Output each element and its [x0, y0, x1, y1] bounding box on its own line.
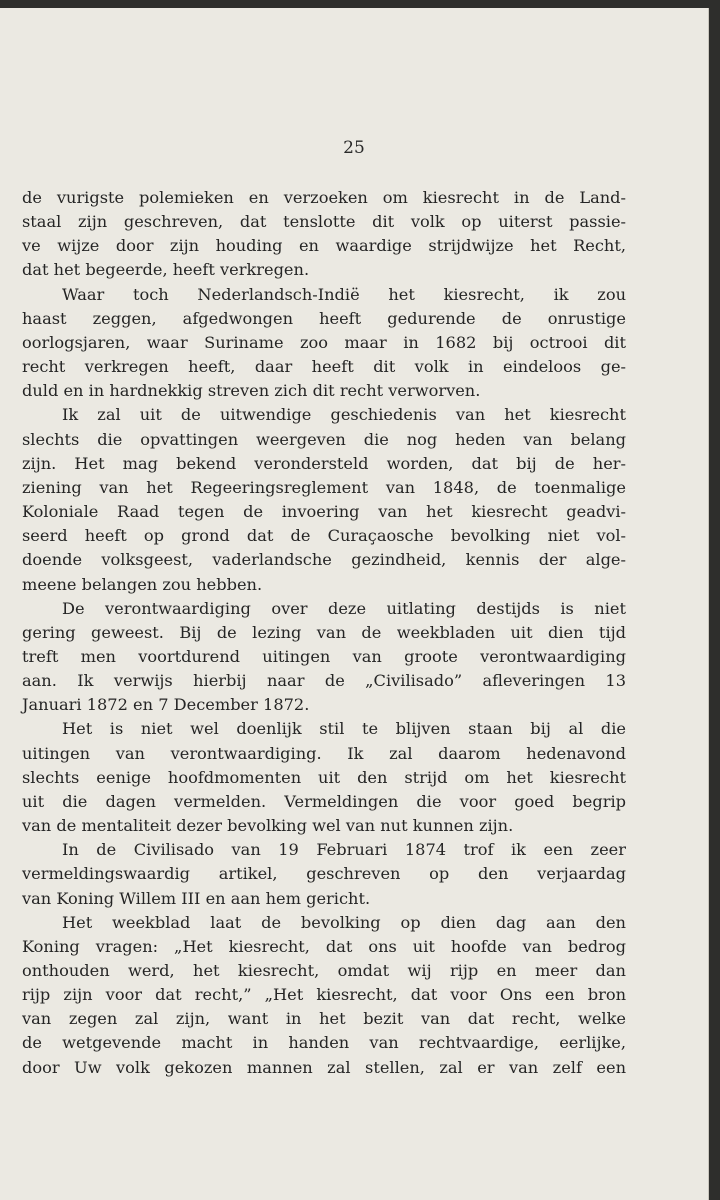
body-text [22, 186, 626, 1080]
text-line: onthouden werd, het kiesrecht, omdat wij rijp en meer dan [22, 961, 626, 980]
page-number: 25 [343, 138, 365, 158]
text-line: staal zijn geschreven, dat tenslotte dit volk op uiterst passie- [22, 212, 626, 232]
text-line: uit die dagen vermelden. Vermeldingen die voor goed begrip [22, 791, 626, 811]
text-line: oorlogsjaren, waar Suriname zoo maar in 1682 bij octrooi dit [22, 332, 626, 352]
text-line: seerd heeft op grond dat de Curaçaosche bevolking niet vol- [22, 526, 626, 546]
text-line: gering geweest. Bij de lezing van de weekbladen uit dien tijd [22, 622, 626, 642]
text-line: De verontwaardiging over deze uitlating destijds is niet [62, 598, 626, 618]
text-line: Januari 1872 en 7 December 1872. [22, 695, 310, 715]
book-page [0, 8, 709, 1200]
text-line: duld en in hardnekkig streven zich dit recht verworven. [22, 381, 481, 401]
text-line: uitingen van verontwaardiging. Ik zal daarom hedenavond [22, 743, 626, 763]
text-line: van Koning Willem III en aan hem gericht. [22, 888, 371, 908]
text-line: meene belangen zou hebben. [22, 574, 263, 594]
text-line: ziening van het Regeeringsreglement van 1848, de toenmalige [22, 477, 626, 497]
text-line: Waar toch Nederlandsch-Indië het kiesrecht, ik zou [62, 284, 626, 304]
text-line: doende volksgeest, vaderlandsche gezindheid, kennis der alge- [22, 550, 626, 570]
text-line: de vurigste polemieken en verzoeken om kiesrecht in de Land- [22, 188, 626, 207]
text-line: van zegen zal zijn, want in het bezit van dat recht, welke [22, 1009, 626, 1029]
text-line: Ik zal uit de uitwendige geschiedenis van het kiesrecht [62, 405, 626, 425]
text-line: van de mentaliteit dezer bevolking wel van nut kunnen zijn. [22, 816, 514, 836]
text-line: door Uw volk gekozen mannen zal stellen, zal er van zelf een [22, 1057, 626, 1077]
text-line: Het weekblad laat de bevolking op dien dag aan den [62, 912, 626, 932]
text-line: aan. Ik verwijs hierbij naar de „Civilisado” afleveringen 13 [22, 671, 626, 691]
text-line: Het is niet wel doenlijk stil te blijven staan bij al die [62, 719, 626, 739]
text-line: dat het begeerde, heeft verkregen. [22, 260, 310, 280]
text-line: vermeldingswaardig artikel, geschreven op den verjaardag [22, 864, 626, 884]
text-line: Koloniale Raad tegen de invoering van het kiesrecht geadvi- [22, 502, 626, 522]
text-line: recht verkregen heeft, daar heeft dit volk in eindeloos ge- [22, 357, 626, 377]
text-line: haast zeggen, afgedwongen heeft gedurende de onrustige [22, 308, 626, 328]
text-line: de wetgevende macht in handen van rechtvaardige, eerlijke, [22, 1033, 626, 1053]
text-line: Koning vragen: „Het kiesrecht, dat ons uit hoofde van bedrog [22, 936, 626, 956]
text-line: In de Civilisado van 19 Februari 1874 trof ik een zeer [62, 840, 626, 860]
text-line: rijp zijn voor dat recht,” „Het kiesrecht, dat voor Ons een bron [22, 985, 626, 1005]
text-line: slechts eenige hoofdmomenten uit den strijd om het kiesrecht [22, 767, 626, 787]
text-line: treft men voortdurend uitingen van groote verontwaardiging [22, 646, 626, 666]
text-line: ve wijze door zijn houding en waardige strijdwijze het Recht, [22, 236, 626, 256]
text-line: zijn. Het mag bekend verondersteld worden, dat bij de her- [22, 453, 626, 473]
text-line: slechts die opvattingen weergeven die nog heden van belang [22, 429, 626, 449]
